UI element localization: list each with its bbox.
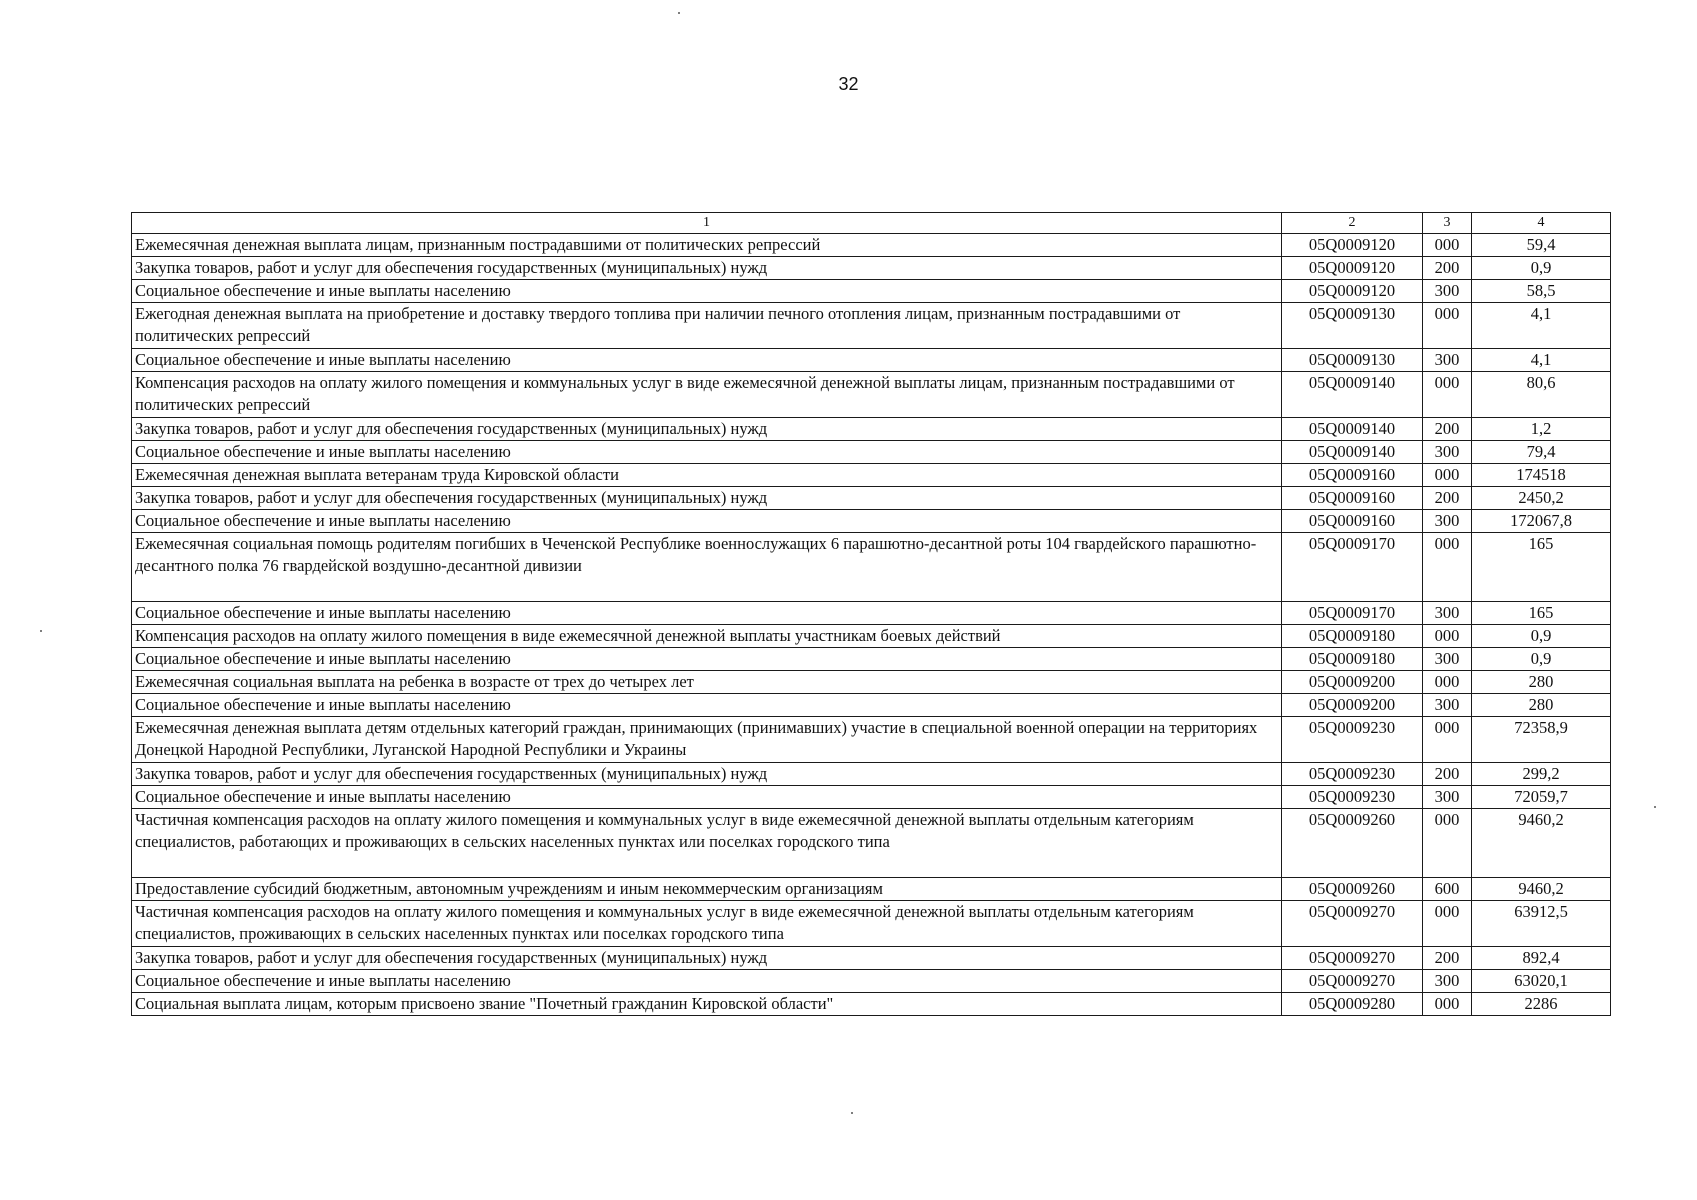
- row-type-cell: 200: [1423, 487, 1472, 510]
- table-row: [132, 280, 1611, 303]
- row-name-cell: Компенсация расходов на оплату жилого помещения и коммунальных услуг в виде ежемесячной денежной выплаты лицам, признанным пострадавшими от политических репрессий: [132, 372, 1282, 418]
- row-type-cell: 200: [1423, 257, 1472, 280]
- row-code-cell: 05Q0009260: [1282, 809, 1423, 878]
- row-type-cell: 000: [1423, 993, 1472, 1016]
- row-type-cell: 200: [1423, 947, 1472, 970]
- row-code-cell: 05Q0009270: [1282, 901, 1423, 947]
- table-row: [132, 602, 1611, 625]
- table-row: [132, 349, 1611, 372]
- table-row: [132, 303, 1611, 349]
- table-row: [132, 441, 1611, 464]
- row-name-cell: Ежегодная денежная выплата на приобретение и доставку твердого топлива при наличии печного отопления лицам, признанным пострадавшими от политических репрессий: [132, 303, 1282, 349]
- column-header-sum: 4: [1472, 213, 1611, 234]
- row-code-cell: 05Q0009270: [1282, 970, 1423, 993]
- row-code-cell: 05Q0009130: [1282, 303, 1423, 349]
- table-row: [132, 257, 1611, 280]
- row-code-cell: 05Q0009140: [1282, 372, 1423, 418]
- row-sum-cell: 4,1: [1472, 303, 1611, 349]
- row-code-cell: 05Q0009120: [1282, 257, 1423, 280]
- row-name-cell: Социальное обеспечение и иные выплаты населению: [132, 349, 1282, 372]
- row-code-cell: 05Q0009170: [1282, 533, 1423, 602]
- table-row: [132, 901, 1611, 947]
- row-name-cell: Социальное обеспечение и иные выплаты населению: [132, 786, 1282, 809]
- row-type-cell: 300: [1423, 280, 1472, 303]
- table-row: [132, 418, 1611, 441]
- row-code-cell: 05Q0009180: [1282, 648, 1423, 671]
- table-row: [132, 763, 1611, 786]
- row-code-cell: 05Q0009270: [1282, 947, 1423, 970]
- row-name-cell: Ежемесячная социальная помощь родителям погибших в Чеченской Республике военнослужащих 6 парашютно-десантной роты 104 гвардейского парашютно-десантного полка 76 гвардейской воздушно-десантной дивизии: [132, 533, 1282, 602]
- table-row: [132, 717, 1611, 763]
- scan-speck: [1654, 806, 1656, 808]
- table-row: [132, 510, 1611, 533]
- table-row: [132, 970, 1611, 993]
- budget-table: [131, 212, 1611, 1016]
- table-body: [132, 234, 1611, 1016]
- row-code-cell: 05Q0009280: [1282, 993, 1423, 1016]
- row-sum-cell: 0,9: [1472, 625, 1611, 648]
- table-row: [132, 533, 1611, 602]
- row-code-cell: 05Q0009180: [1282, 625, 1423, 648]
- row-sum-cell: 280: [1472, 694, 1611, 717]
- row-name-cell: Социальное обеспечение и иные выплаты населению: [132, 441, 1282, 464]
- row-code-cell: 05Q0009120: [1282, 280, 1423, 303]
- row-type-cell: 000: [1423, 717, 1472, 763]
- row-sum-cell: 892,4: [1472, 947, 1611, 970]
- row-name-cell: Закупка товаров, работ и услуг для обеспечения государственных (муниципальных) нужд: [132, 487, 1282, 510]
- row-name-cell: Социальное обеспечение и иные выплаты населению: [132, 510, 1282, 533]
- page-number: 32: [838, 74, 859, 94]
- row-type-cell: 300: [1423, 602, 1472, 625]
- row-type-cell: 200: [1423, 418, 1472, 441]
- row-code-cell: 05Q0009170: [1282, 602, 1423, 625]
- row-code-cell: 05Q0009230: [1282, 717, 1423, 763]
- row-sum-cell: 2450,2: [1472, 487, 1611, 510]
- row-name-cell: Социальное обеспечение и иные выплаты населению: [132, 602, 1282, 625]
- row-code-cell: 05Q0009230: [1282, 786, 1423, 809]
- row-sum-cell: 165: [1472, 533, 1611, 602]
- row-code-cell: 05Q0009160: [1282, 510, 1423, 533]
- scan-speck: [851, 1112, 853, 1114]
- row-type-cell: 300: [1423, 510, 1472, 533]
- table-row: [132, 993, 1611, 1016]
- row-name-cell: Ежемесячная денежная выплата ветеранам труда Кировской области: [132, 464, 1282, 487]
- row-type-cell: 000: [1423, 234, 1472, 257]
- row-type-cell: 200: [1423, 763, 1472, 786]
- row-sum-cell: 280: [1472, 671, 1611, 694]
- row-sum-cell: 299,2: [1472, 763, 1611, 786]
- row-code-cell: 05Q0009260: [1282, 878, 1423, 901]
- row-code-cell: 05Q0009200: [1282, 671, 1423, 694]
- row-type-cell: 300: [1423, 349, 1472, 372]
- row-sum-cell: 58,5: [1472, 280, 1611, 303]
- row-sum-cell: 0,9: [1472, 257, 1611, 280]
- row-name-cell: Закупка товаров, работ и услуг для обеспечения государственных (муниципальных) нужд: [132, 763, 1282, 786]
- row-code-cell: 05Q0009230: [1282, 763, 1423, 786]
- row-type-cell: 300: [1423, 441, 1472, 464]
- row-type-cell: 000: [1423, 533, 1472, 602]
- row-sum-cell: 9460,2: [1472, 878, 1611, 901]
- row-code-cell: 05Q0009140: [1282, 441, 1423, 464]
- row-type-cell: 000: [1423, 464, 1472, 487]
- row-type-cell: 000: [1423, 372, 1472, 418]
- row-sum-cell: 9460,2: [1472, 809, 1611, 878]
- row-name-cell: Ежемесячная денежная выплата лицам, признанным пострадавшими от политических репрессий: [132, 234, 1282, 257]
- row-sum-cell: 72059,7: [1472, 786, 1611, 809]
- row-sum-cell: 174518: [1472, 464, 1611, 487]
- row-type-cell: 000: [1423, 901, 1472, 947]
- row-sum-cell: 63020,1: [1472, 970, 1611, 993]
- row-name-cell: Социальное обеспечение и иные выплаты населению: [132, 648, 1282, 671]
- row-name-cell: Социальное обеспечение и иные выплаты населению: [132, 694, 1282, 717]
- row-type-cell: 000: [1423, 809, 1472, 878]
- table-row: [132, 878, 1611, 901]
- row-type-cell: 300: [1423, 648, 1472, 671]
- row-type-cell: 300: [1423, 694, 1472, 717]
- row-code-cell: 05Q0009200: [1282, 694, 1423, 717]
- row-name-cell: Социальное обеспечение и иные выплаты населению: [132, 970, 1282, 993]
- table-row: [132, 947, 1611, 970]
- table-row: [132, 234, 1611, 257]
- table-row: [132, 372, 1611, 418]
- row-code-cell: 05Q0009160: [1282, 487, 1423, 510]
- row-name-cell: Предоставление субсидий бюджетным, автономным учреждениям и иным некоммерческим организациям: [132, 878, 1282, 901]
- table-row: [132, 648, 1611, 671]
- row-name-cell: Компенсация расходов на оплату жилого помещения в виде ежемесячной денежной выплаты участникам боевых действий: [132, 625, 1282, 648]
- row-name-cell: Частичная компенсация расходов на оплату жилого помещения и коммунальных услуг в виде ежемесячной денежной выплаты отдельным категориям специалистов, работающих и проживающих в сельских населенных пунктах или поселках городского типа: [132, 809, 1282, 878]
- table-row: [132, 786, 1611, 809]
- row-sum-cell: 59,4: [1472, 234, 1611, 257]
- table-row: [132, 694, 1611, 717]
- row-name-cell: Закупка товаров, работ и услуг для обеспечения государственных (муниципальных) нужд: [132, 947, 1282, 970]
- row-name-cell: Ежемесячная социальная выплата на ребенка в возрасте от трех до четырех лет: [132, 671, 1282, 694]
- row-type-cell: 300: [1423, 970, 1472, 993]
- row-sum-cell: 4,1: [1472, 349, 1611, 372]
- row-sum-cell: 1,2: [1472, 418, 1611, 441]
- row-name-cell: Закупка товаров, работ и услуг для обеспечения государственных (муниципальных) нужд: [132, 418, 1282, 441]
- row-code-cell: 05Q0009120: [1282, 234, 1423, 257]
- row-sum-cell: 80,6: [1472, 372, 1611, 418]
- row-sum-cell: 165: [1472, 602, 1611, 625]
- row-code-cell: 05Q0009160: [1282, 464, 1423, 487]
- table-header-row: [132, 213, 1611, 234]
- row-sum-cell: 72358,9: [1472, 717, 1611, 763]
- table-row: [132, 464, 1611, 487]
- row-code-cell: 05Q0009140: [1282, 418, 1423, 441]
- row-name-cell: Социальное обеспечение и иные выплаты населению: [132, 280, 1282, 303]
- row-sum-cell: 79,4: [1472, 441, 1611, 464]
- column-header-name: 1: [132, 213, 1282, 234]
- table-row: [132, 625, 1611, 648]
- column-header-code: 2: [1282, 213, 1423, 234]
- column-header-type: 3: [1423, 213, 1472, 234]
- row-type-cell: 000: [1423, 671, 1472, 694]
- row-name-cell: Закупка товаров, работ и услуг для обеспечения государственных (муниципальных) нужд: [132, 257, 1282, 280]
- row-type-cell: 300: [1423, 786, 1472, 809]
- table-row: [132, 671, 1611, 694]
- row-type-cell: 000: [1423, 303, 1472, 349]
- table-row: [132, 487, 1611, 510]
- row-type-cell: 600: [1423, 878, 1472, 901]
- row-sum-cell: 63912,5: [1472, 901, 1611, 947]
- row-name-cell: Частичная компенсация расходов на оплату жилого помещения и коммунальных услуг в виде ежемесячной денежной выплаты отдельным категориям специалистов, проживающих в сельских населенных пунктах или поселках городского типа: [132, 901, 1282, 947]
- scan-speck: [40, 630, 42, 632]
- row-code-cell: 05Q0009130: [1282, 349, 1423, 372]
- row-sum-cell: 172067,8: [1472, 510, 1611, 533]
- row-name-cell: Ежемесячная денежная выплата детям отдельных категорий граждан, принимающих (принимавших) участие в специальной военной операции на территориях Донецкой Народной Республики, Луганской Народной Республики и Украины: [132, 717, 1282, 763]
- table-row: [132, 809, 1611, 878]
- scan-speck: [678, 12, 680, 14]
- row-sum-cell: 0,9: [1472, 648, 1611, 671]
- row-sum-cell: 2286: [1472, 993, 1611, 1016]
- row-name-cell: Социальная выплата лицам, которым присвоено звание "Почетный гражданин Кировской области": [132, 993, 1282, 1016]
- row-type-cell: 000: [1423, 625, 1472, 648]
